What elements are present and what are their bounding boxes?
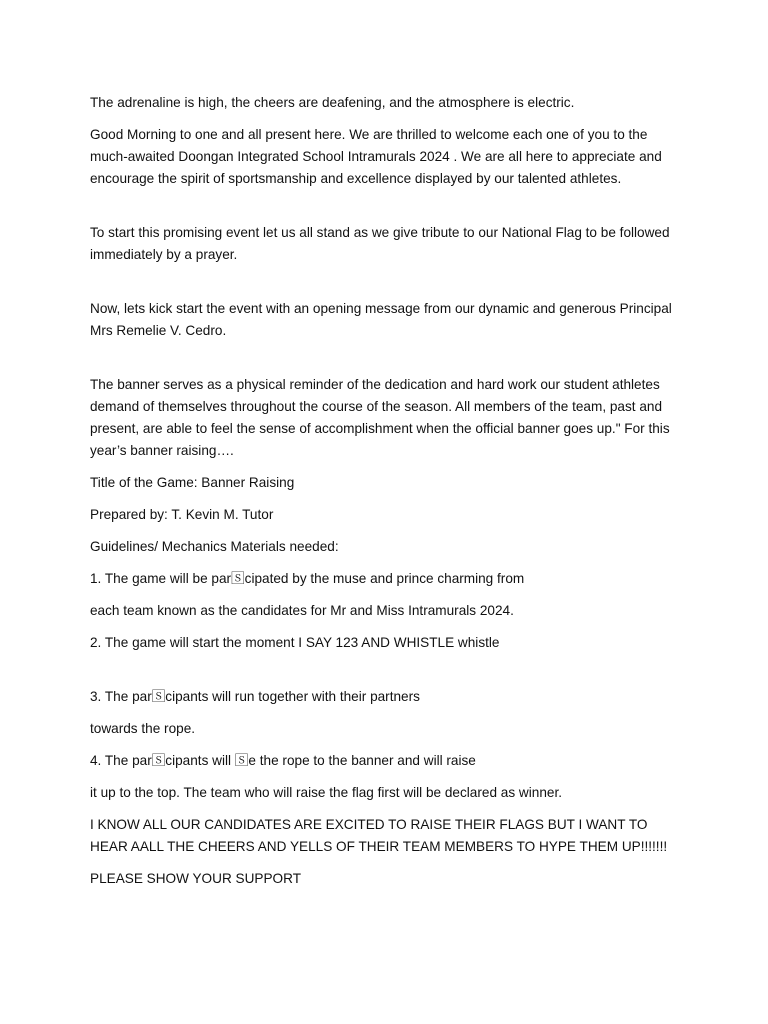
guideline-1-line-a: 1. The game will be par🅂cipated by the muse and prince charming from xyxy=(90,571,525,586)
banner-paragraph: The banner serves as a physical reminder of the dedication and hard work our student athletes demand of themselves throughout the course of the season. All members of the team, past and present, are able to feel the sense of accomplishment when the official banner goes up." For this year’s banner raising…. xyxy=(90,377,670,458)
guideline-4-line-a: 4. The par🅂cipants will 🅂e the rope to the banner and will raise xyxy=(90,753,476,768)
guideline-1-line-b: each team known as the candidates for Mr and Miss Intramurals 2024. xyxy=(90,603,514,618)
game-title-line: Title of the Game: Banner Raising xyxy=(90,475,295,490)
support-line: PLEASE SHOW YOUR SUPPORT xyxy=(90,871,302,886)
guideline-3-line-b: towards the rope. xyxy=(90,721,196,736)
flag-tribute-paragraph: To start this promising event let us all stand as we give tribute to our National Flag to be followed immediately by a prayer. xyxy=(90,225,670,262)
guidelines-heading: Guidelines/ Mechanics Materials needed: xyxy=(90,539,339,554)
guideline-4-line-b: it up to the top. The team who will raise the flag first will be declared as winner. xyxy=(90,785,562,800)
hype-paragraph: I KNOW ALL OUR CANDIDATES ARE EXCITED TO RAISE THEIR FLAGS BUT I WANT TO HEAR AALL THE CHEERS AND YELLS OF THEIR TEAM MEMBERS TO HYPE THEM UP!!!!!!! xyxy=(90,817,668,854)
intro-line: The adrenaline is high, the cheers are deafening, and the atmosphere is electric. xyxy=(90,95,575,110)
welcome-paragraph: Good Morning to one and all present here. We are thrilled to welcome each one of you to the much-awaited Doongan Integrated School Intramurals 2024 . We are all here to appreciate and encourage the spirit of sportsmanship and excellence displayed by our talented athletes. xyxy=(90,127,662,186)
opening-message-paragraph: Now, lets kick start the event with an opening message from our dynamic and generous Principal Mrs Remelie V. Cedro. xyxy=(90,301,672,338)
document-body xyxy=(90,92,682,900)
guideline-3-line-a: 3. The par🅂cipants will run together with their partners xyxy=(90,689,420,704)
guideline-2-line: 2. The game will start the moment I SAY 123 AND WHISTLE whistle xyxy=(90,635,500,650)
prepared-by-line: Prepared by: T. Kevin M. Tutor xyxy=(90,507,274,522)
